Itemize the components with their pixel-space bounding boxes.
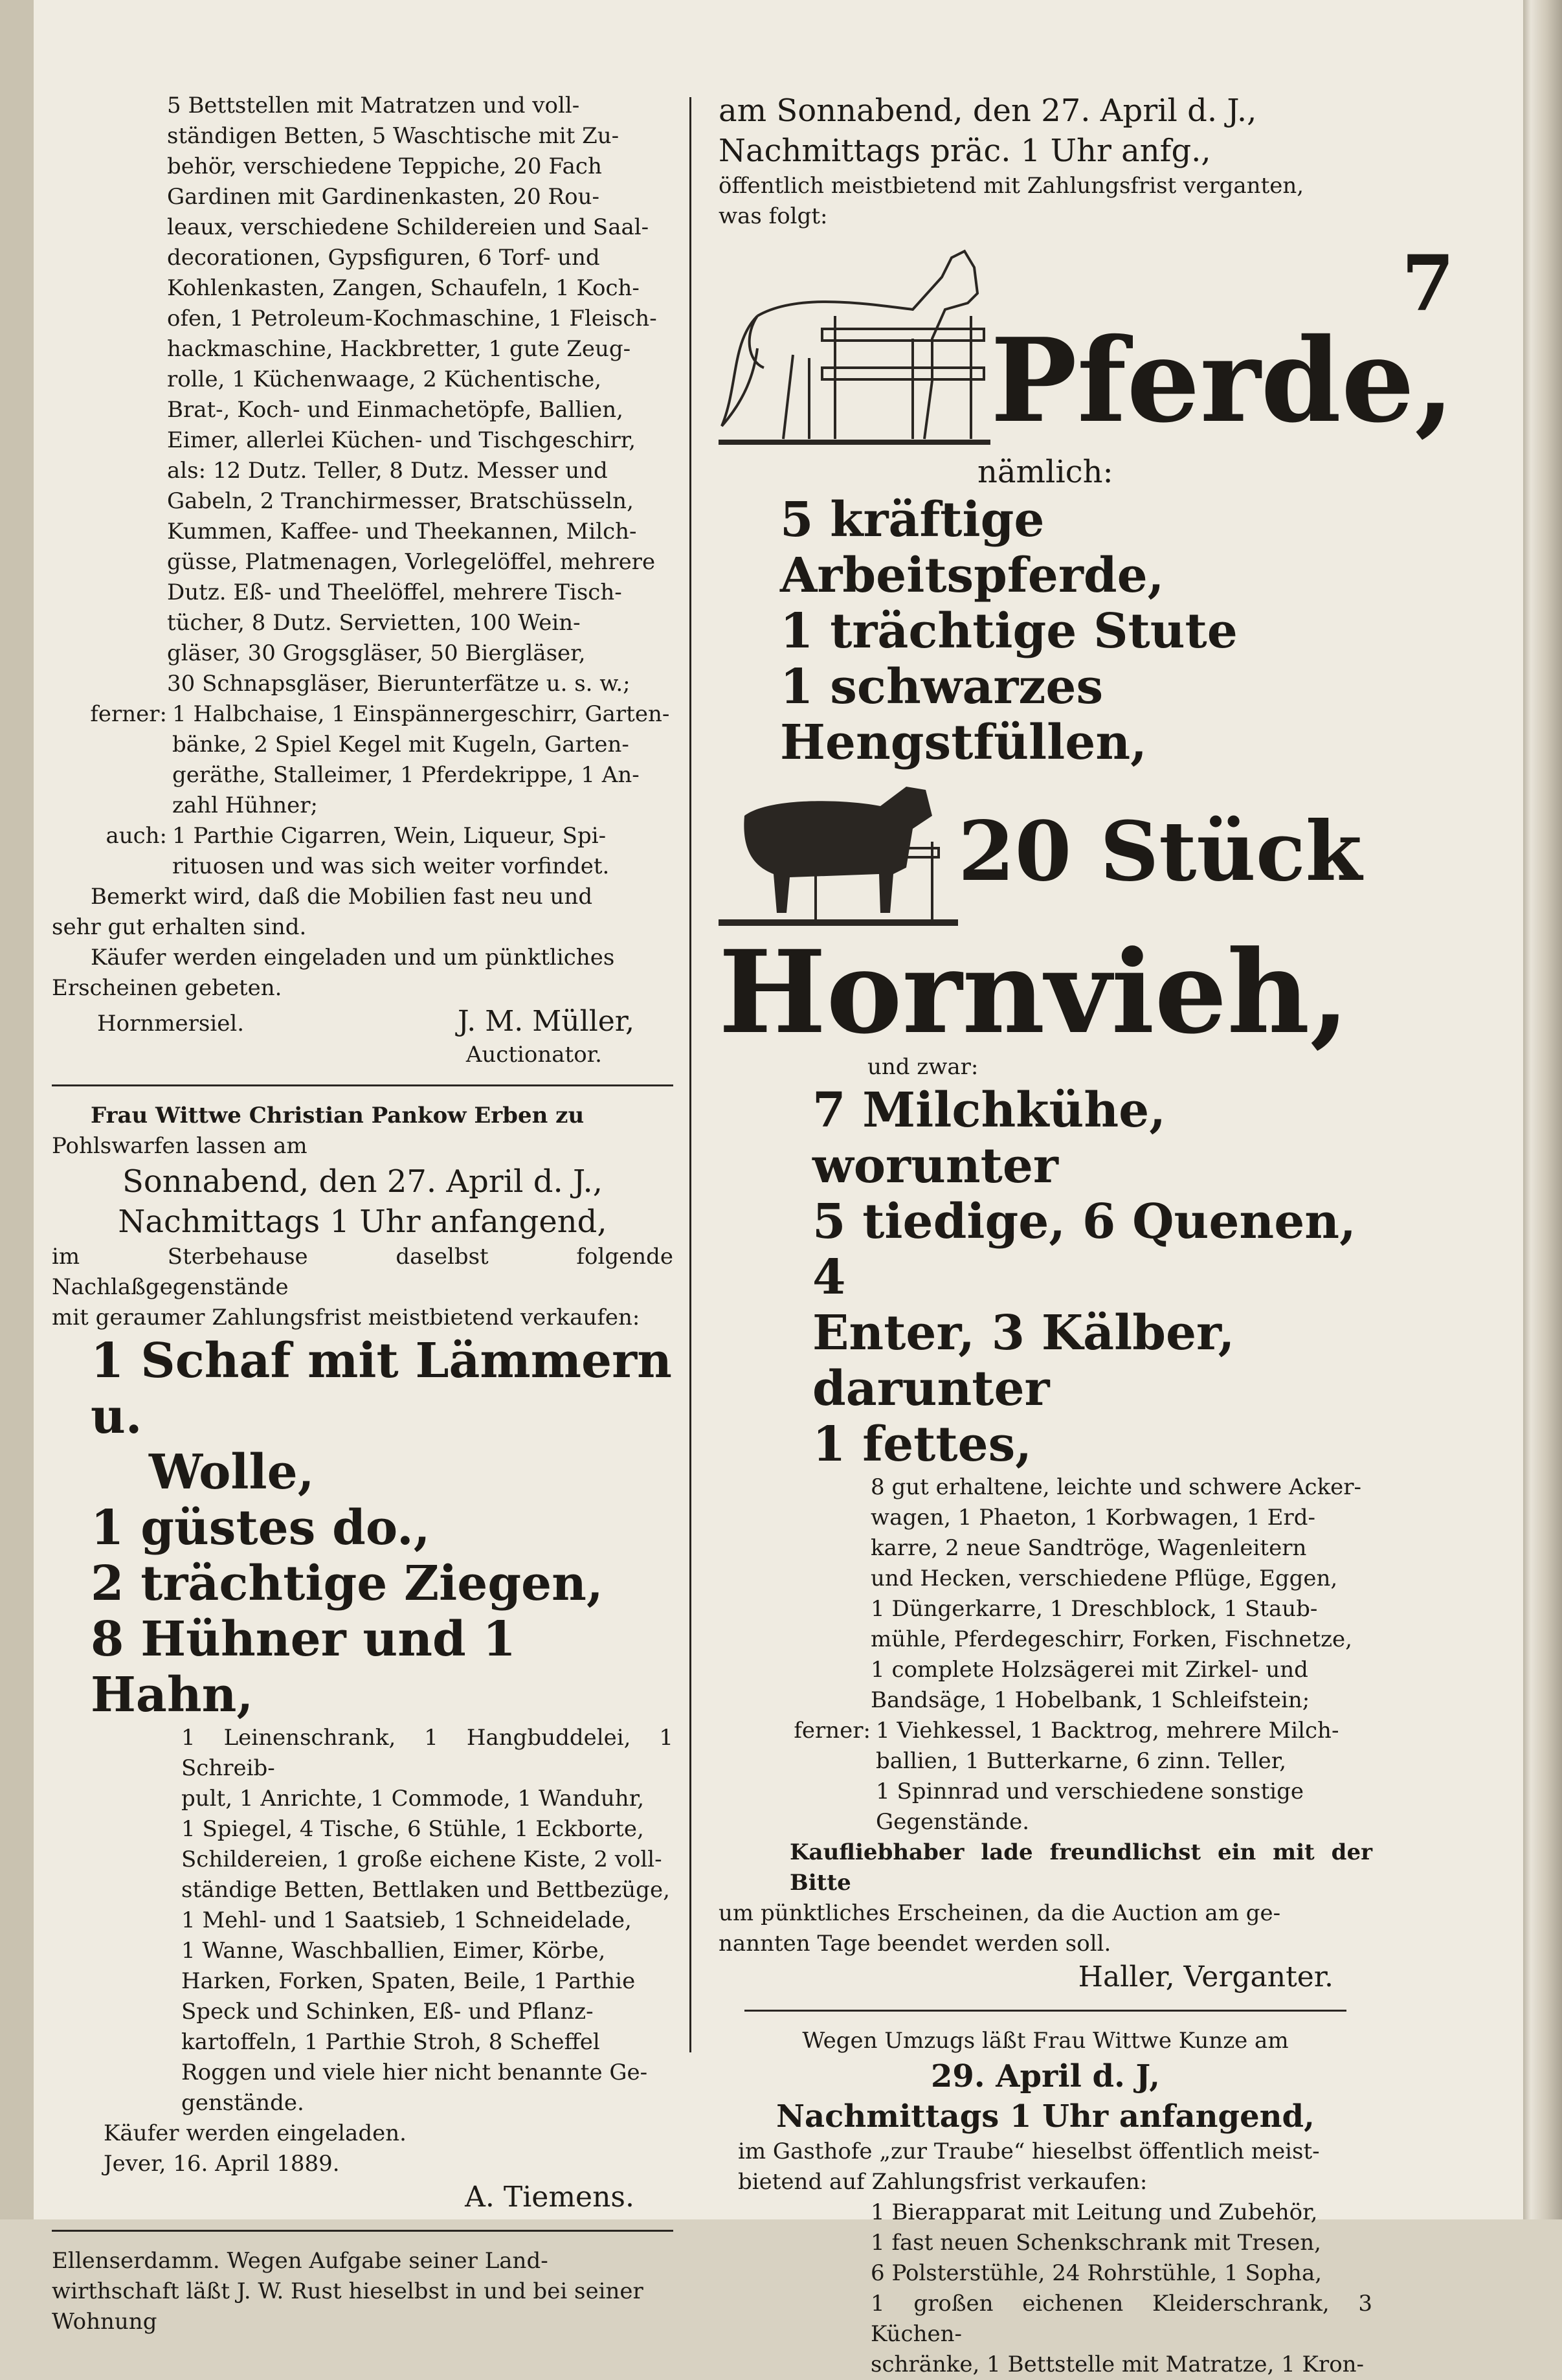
text-line: um pünktliches Erscheinen, da die Auction am ge- — [719, 1900, 1281, 1926]
text-line: ofen, 1 Petroleum-Kochmaschine, 1 Fleisch- — [167, 306, 657, 331]
text-line: 1 Parthie Cigarren, Wein, Liqueur, Spi- — [172, 823, 607, 849]
auctioneer-name: J. M. Müller, — [458, 1005, 634, 1038]
cow-illustration — [719, 770, 958, 932]
horse-item: 1 schwarzes Hengstfüllen, — [780, 659, 1147, 770]
horse-title — [990, 238, 1455, 448]
livestock-line: 1 güstes do., — [91, 1500, 430, 1556]
text-line: kartoffeln, 1 Parthie Stroh, 8 Scheffel — [181, 2029, 600, 2055]
text-line: schränke, 1 Bettstelle mit Matratze, 1 Kron- — [871, 2352, 1365, 2377]
horse-illustration — [719, 232, 990, 452]
text-line: 1 Viehkessel, 1 Backtrog, mehrere Milch- — [876, 1718, 1339, 1744]
text-line: 1 Halbchaise, 1 Einspännergeschirr, Garten- — [172, 701, 670, 727]
horse-item: 5 kräftige Arbeitspferde, — [780, 492, 1165, 603]
text-line: als: 12 Dutz. Teller, 8 Dutz. Messer und — [167, 458, 608, 484]
livestock-line: 1 Schaf mit Lämmern u. — [91, 1333, 672, 1444]
invite-line: Käufer werden eingeladen. — [104, 2120, 407, 2146]
text-line: 1 Bierapparat mit Leitung und Zubehör, — [871, 2199, 1318, 2225]
text-line: im Gasthofe „zur Traube“ hieselbst öffentlich meist- — [738, 2139, 1320, 2164]
signature: Haller, Verganter. — [1078, 1960, 1333, 1993]
auction-date: am Sonnabend, den 27. April d. J., — [719, 93, 1257, 129]
text-line: bietend auf Zahlungsfrist verkaufen: — [738, 2169, 1148, 2195]
text-line: Gabeln, 2 Tranchirmesser, Bratschüsseln, — [167, 488, 634, 514]
text-line: sehr gut erhalten sind. — [52, 914, 307, 940]
text-line: 1 Spinnrad und verschiedene sonstige — [876, 1779, 1304, 1804]
text-line: rolle, 1 Küchenwaage, 2 Küchentische, — [167, 366, 602, 392]
text-line: 1 fast neuen Schenkschrank mit Tresen, — [871, 2230, 1321, 2256]
text-line: 5 Bettstellen mit Matratzen und voll- — [167, 93, 580, 118]
livestock-line: 2 trächtige Ziegen, — [91, 1556, 603, 1611]
ad-heading-line: Frau Wittwe Christian Pankow Erben zu — [91, 1103, 585, 1128]
text-line: Dutz. Eß- und Theelöffel, mehrere Tisch- — [167, 579, 622, 605]
text-line: Wohnung — [52, 2309, 157, 2335]
section-rule — [52, 2230, 673, 2232]
book-spine-edge — [1523, 0, 1562, 2219]
signature-row — [52, 1004, 673, 1040]
text-line: karre, 2 neue Sandtröge, Wagenleitern — [871, 1535, 1307, 1561]
text-line: Kummen, Kaffee- und Theekannen, Milch- — [167, 519, 637, 544]
text-line: 1 Mehl- und 1 Saatsieb, 1 Schneidelade, — [181, 1907, 632, 1933]
dateline: Jever, 16. April 1889. — [104, 2151, 340, 2177]
auction-date: Sonnabend, den 27. April d. J., — [122, 1163, 603, 1200]
text-line: Ellenserdamm. Wegen Aufgabe seiner Land- — [52, 2248, 548, 2274]
text-line: im Sterbehause daselbst folgende Nachlaßgegenstände — [52, 1244, 673, 1300]
text-line: 8 gut erhaltene, leichte und schwere Acker- — [871, 1474, 1362, 1500]
ferner-block — [719, 1716, 1372, 1837]
text-line: 1 Wanne, Waschballien, Eimer, Körbe, — [181, 1938, 606, 1964]
horse-count: 7 — [1401, 238, 1455, 328]
cattle-item: 7 Milchkühe, worunter — [812, 1083, 1166, 1194]
text-line: und Hecken, verschiedene Pflüge, Eggen, — [871, 1566, 1338, 1591]
text-line: Käufer werden eingeladen und um pünktliches — [91, 945, 615, 971]
ad-heading: Wegen Umzugs läßt Frau Wittwe Kunze am — [802, 2028, 1289, 2054]
horse-word: Pferde, — [990, 313, 1455, 448]
text-line: tücher, 8 Dutz. Servietten, 100 Wein- — [167, 610, 581, 636]
text-line: leaux, verschiedene Schildereien und Saal- — [167, 214, 649, 240]
text-line: genstände. — [181, 2090, 304, 2116]
text-line: 1 Leinenschrank, 1 Hangbuddelei, 1 Schreib- — [181, 1725, 673, 1781]
text-line: 30 Schnapsgläser, Bierunterfätze u. s. w.; — [167, 671, 630, 697]
text-line: Brat-, Koch- und Einmachetöpfe, Ballien, — [167, 397, 623, 423]
text-line: Bemerkt wird, daß die Mobilien fast neu und — [91, 884, 593, 910]
text-line: Kohlenkasten, Zangen, Schaufeln, 1 Koch- — [167, 275, 640, 301]
text-line: rituosen und was sich weiter vorfindet. — [172, 853, 610, 879]
text-line: mühle, Pferdegeschirr, Forken, Fischnetze, — [871, 1626, 1352, 1652]
text-line: wagen, 1 Phaeton, 1 Korbwagen, 1 Erd- — [871, 1505, 1315, 1531]
text-line: ballien, 1 Butterkarne, 6 zinn. Teller, — [876, 1748, 1287, 1774]
auch-block — [52, 821, 673, 882]
horse-list — [719, 492, 1372, 770]
text-line: 1 Düngerkarre, 1 Dreschblock, 1 Staub- — [871, 1596, 1318, 1622]
text-line: Gegenstände. — [876, 1809, 1030, 1835]
cattle-list — [719, 1083, 1372, 1472]
section-rule — [52, 1084, 673, 1086]
text-line: Gardinen mit Gardinenkasten, 20 Rou- — [167, 184, 600, 210]
livestock-line: Wolle, — [149, 1444, 315, 1500]
text-line: 6 Polsterstühle, 24 Rohrstühle, 1 Sopha, — [871, 2260, 1322, 2286]
ad-heading-line: Pohlswarfen lassen am — [52, 1133, 307, 1159]
column-divider — [689, 97, 691, 2052]
text-line: güsse, Platmenagen, Vorlegelöffel, mehrere — [167, 549, 656, 575]
text-line: 1 Spiegel, 4 Tische, 6 Stühle, 1 Eckborte, — [181, 1816, 644, 1842]
ferner-block — [52, 699, 673, 821]
text-line: Erscheinen gebeten. — [52, 975, 282, 1001]
text-line: wirthschaft läßt J. W. Rust hieselbst in und bei seiner — [52, 2278, 643, 2304]
left-column — [52, 91, 673, 2337]
signature: A. Tiemens. — [465, 2181, 634, 2214]
adjacent-page-edge — [0, 0, 36, 2219]
text-line: Speck und Schinken, Eß- und Pflanz- — [181, 1999, 594, 2025]
text-line: Harken, Forken, Spaten, Beile, 1 Parthie — [181, 1968, 636, 1994]
cattle-count: 20 Stück — [958, 803, 1363, 899]
text-line: mit geraumer Zahlungsfrist meistbietend verkaufen: — [52, 1305, 640, 1330]
section-rule — [744, 2010, 1346, 2012]
text-line: geräthe, Stalleimer, 1 Pferdekrippe, 1 An- — [172, 762, 640, 788]
text-line: hackmaschine, Hackbretter, 1 gute Zeug- — [167, 336, 631, 362]
text-line: Roggen und viele hier nicht benannte Ge- — [181, 2060, 648, 2085]
text-line: Eimer, allerlei Küchen- und Tischgeschirr, — [167, 427, 636, 453]
equipment-list — [719, 1472, 1372, 1716]
text-line: Schildereien, 1 große eichene Kiste, 2 voll- — [181, 1847, 662, 1872]
auction-time: Nachmittags präc. 1 Uhr anfg., — [719, 133, 1211, 169]
cattle-word: Hornvieh, — [719, 925, 1350, 1059]
und-zwar-label: und zwar: — [867, 1054, 979, 1080]
text-line: behör, verschiedene Teppiche, 20 Fach — [167, 153, 602, 179]
ferner-label: ferner: — [794, 1718, 871, 1744]
naemlich-label: nämlich: — [977, 454, 1113, 490]
household-items — [52, 1723, 673, 2118]
text-line: Bandsäge, 1 Hobelbank, 1 Schleifstein; — [871, 1687, 1310, 1713]
text-line: öffentlich meistbietend mit Zahlungsfrist verganten, — [719, 173, 1304, 199]
horse-item: 1 trächtige Stute — [780, 603, 1238, 659]
auction-time: Nachmittags 1 Uhr anfangend, — [776, 2098, 1315, 2135]
text-line: Kaufliebhaber lade freundlichst ein mit der Bitte — [790, 1839, 1372, 1896]
text-line: bänke, 2 Spiel Kegel mit Kugeln, Garten- — [172, 732, 629, 758]
text-line: nannten Tage beendet werden soll. — [719, 1931, 1111, 1957]
cattle-item: Enter, 3 Kälber, darunter — [812, 1305, 1235, 1417]
auch-label: auch: — [106, 823, 167, 849]
text-line: decorationen, Gypsfiguren, 6 Torf- und — [167, 245, 600, 271]
text-line: 1 complete Holzsägerei mit Zirkel- und — [871, 1657, 1308, 1683]
text-line: ständigen Betten, 5 Waschtische mit Zu- — [167, 123, 619, 149]
text-line: was folgt: — [719, 203, 828, 229]
text-line: ständige Betten, Bettlaken und Bettbezüge, — [181, 1877, 670, 1903]
cattle-item: 1 fettes, — [812, 1417, 1032, 1472]
inventory-list — [52, 91, 673, 699]
livestock-list — [52, 1333, 673, 1723]
text-line: zahl Hühner; — [172, 792, 318, 818]
auctioneer-role: Auctionator. — [465, 1042, 602, 1068]
text-line: 1 großen eichenen Kleiderschrank, 3 Küchen- — [871, 2291, 1372, 2347]
horse-heading — [719, 232, 1455, 452]
place-name: Hornmersiel. — [97, 1011, 245, 1037]
livestock-line: 8 Hühner und 1 Hahn, — [91, 1611, 517, 1723]
text-line: pult, 1 Anrichte, 1 Commode, 1 Wanduhr, — [181, 1786, 645, 1812]
text-line: gläser, 30 Grogsgläser, 50 Biergläser, — [167, 640, 586, 666]
cattle-item: 5 tiedige, 6 Quenen, 4 — [812, 1194, 1356, 1305]
tavern-items — [719, 2197, 1372, 2380]
auction-date: 29. April d. J, — [931, 2058, 1160, 2094]
auction-time: Nachmittags 1 Uhr anfangend, — [118, 1204, 607, 1240]
ferner-label: ferner: — [90, 701, 167, 727]
right-column — [719, 91, 1455, 2380]
cattle-heading — [719, 770, 1372, 932]
